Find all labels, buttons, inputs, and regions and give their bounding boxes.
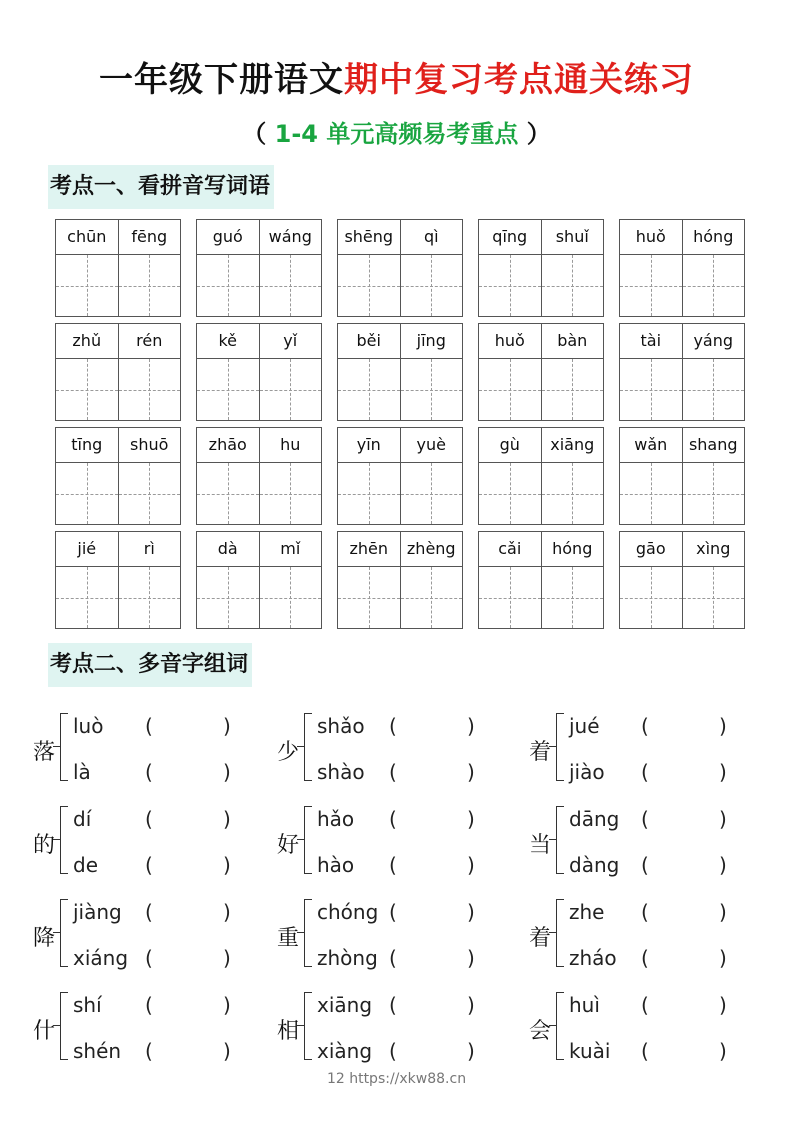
- answer-close-paren: ): [223, 900, 231, 924]
- word-box: [619, 531, 745, 629]
- reading-row: [569, 749, 769, 795]
- polyphone-item: [33, 703, 277, 796]
- writing-cell[interactable]: [56, 255, 119, 316]
- word-box: [337, 427, 463, 525]
- writing-row: [338, 255, 462, 316]
- pinyin-syllable: qì: [423, 227, 439, 246]
- writing-row: [620, 567, 744, 628]
- reading-pinyin: jiào: [569, 760, 605, 784]
- answer-close-paren: ): [467, 900, 475, 924]
- brace-icon: [304, 899, 312, 967]
- pinyin-syllable: zhǔ: [56, 324, 119, 358]
- reading-row: [569, 982, 769, 1028]
- title-part-exam: 期中复习考点通关练习: [344, 60, 694, 100]
- writing-cell[interactable]: [542, 463, 604, 524]
- writing-cell[interactable]: [197, 567, 260, 628]
- writing-row: [56, 359, 180, 420]
- writing-cell[interactable]: [542, 255, 604, 316]
- reading-pinyin: zhe: [569, 900, 605, 924]
- answer-close-paren: ): [719, 946, 727, 970]
- pinyin-syllable: xìng: [696, 539, 731, 558]
- polyphone-character: 相: [277, 1019, 300, 1044]
- pinyin-syllable: qīng: [479, 220, 542, 254]
- reading-pinyin: jué: [569, 714, 600, 738]
- reading-row: [317, 842, 517, 888]
- pinyin-row: [479, 428, 603, 463]
- writing-cell[interactable]: [479, 463, 542, 524]
- answer-close-paren: ): [719, 900, 727, 924]
- reading-row: [73, 935, 273, 981]
- answer-close-paren: ): [719, 853, 727, 877]
- answer-close-paren: ): [223, 807, 231, 831]
- pinyin-row: [338, 532, 462, 567]
- writing-cell[interactable]: [620, 567, 683, 628]
- pinyin-syllable: hu: [280, 435, 301, 454]
- answer-close-paren: ): [719, 760, 727, 784]
- answer-close-paren: ): [467, 760, 475, 784]
- polyphone-item: [529, 703, 749, 796]
- writing-cell[interactable]: [401, 567, 463, 628]
- polyphone-item: [277, 796, 529, 889]
- reading-pinyin: dāng: [569, 807, 620, 831]
- answer-close-paren: ): [467, 946, 475, 970]
- answer-close-paren: ): [719, 1039, 727, 1063]
- reading-pinyin: là: [73, 760, 91, 784]
- answer-close-paren: ): [223, 760, 231, 784]
- answer-close-paren: ): [467, 714, 475, 738]
- reading-pinyin: xiàng: [317, 1039, 373, 1063]
- reading-pinyin: huì: [569, 993, 600, 1017]
- pinyin-syllable: bàn: [557, 331, 588, 350]
- polyphone-item: [33, 982, 277, 1075]
- word-box: [619, 427, 745, 525]
- writing-row: [620, 255, 744, 316]
- word-box: [55, 427, 181, 525]
- word-box: [619, 219, 745, 317]
- word-box: [619, 323, 745, 421]
- writing-cell[interactable]: [620, 255, 683, 316]
- brace-icon: [60, 992, 68, 1060]
- writing-row: [56, 463, 180, 524]
- reading-row: [73, 796, 273, 842]
- page-subtitle: [0, 114, 793, 149]
- polyphone-item: [529, 796, 749, 889]
- answer-open-paren: (: [641, 993, 649, 1017]
- writing-cell[interactable]: [197, 255, 260, 316]
- brace-icon: [556, 713, 564, 781]
- answer-close-paren: ): [467, 1039, 475, 1063]
- writing-cell[interactable]: [479, 567, 542, 628]
- reading-row: [73, 982, 273, 1028]
- pinyin-row: [197, 324, 321, 359]
- pinyin-syllable: shang: [688, 435, 738, 454]
- pinyin-syllable: běi: [338, 324, 401, 358]
- word-box: [55, 219, 181, 317]
- answer-open-paren: (: [641, 900, 649, 924]
- word-box: [196, 219, 322, 317]
- answer-close-paren: ): [719, 807, 727, 831]
- polyphone-character: 好: [277, 833, 300, 858]
- reading-row: [73, 889, 273, 935]
- answer-open-paren: (: [389, 853, 397, 877]
- pinyin-syllable: wǎn: [620, 428, 683, 462]
- writing-cell[interactable]: [338, 463, 401, 524]
- writing-row: [197, 463, 321, 524]
- reading-pinyin: shǎo: [317, 714, 365, 738]
- polyphone-character: 降: [33, 926, 56, 951]
- word-box: [478, 427, 604, 525]
- word-box: [196, 323, 322, 421]
- reading-row: [317, 796, 517, 842]
- pinyin-row: [197, 428, 321, 463]
- writing-cell[interactable]: [683, 359, 745, 420]
- writing-cell[interactable]: [260, 255, 322, 316]
- pinyin-syllable: gāo: [620, 532, 683, 566]
- polyphone-item: [277, 889, 529, 982]
- answer-open-paren: (: [145, 760, 153, 784]
- reading-row: [317, 935, 517, 981]
- pinyin-syllable: yīn: [338, 428, 401, 462]
- page-footer: 12 https://xkw88.cn: [326, 1071, 467, 1087]
- answer-open-paren: (: [145, 807, 153, 831]
- pinyin-row: [197, 532, 321, 567]
- word-box: [337, 219, 463, 317]
- answer-open-paren: (: [145, 1039, 153, 1063]
- brace-icon: [556, 899, 564, 967]
- pinyin-row: [620, 324, 744, 359]
- word-box: [55, 323, 181, 421]
- answer-open-paren: (: [389, 1039, 397, 1063]
- writing-cell[interactable]: [479, 255, 542, 316]
- answer-open-paren: (: [145, 853, 153, 877]
- answer-open-paren: (: [389, 946, 397, 970]
- reading-row: [73, 703, 273, 749]
- pinyin-syllable: zhèng: [406, 539, 456, 558]
- writing-cell[interactable]: [119, 567, 181, 628]
- pinyin-syllable: yáng: [693, 331, 734, 350]
- writing-cell[interactable]: [338, 359, 401, 420]
- pinyin-row: [620, 428, 744, 463]
- pinyin-syllable: huǒ: [479, 324, 542, 358]
- pinyin-syllable: jié: [56, 532, 119, 566]
- writing-cell[interactable]: [620, 359, 683, 420]
- title-part-grade: 一年级下册语文: [99, 60, 344, 100]
- reading-row: [317, 889, 517, 935]
- brace-icon: [556, 806, 564, 874]
- pinyin-syllable: tài: [620, 324, 683, 358]
- answer-close-paren: ): [223, 1039, 231, 1063]
- pinyin-row: [338, 428, 462, 463]
- answer-close-paren: ): [223, 853, 231, 877]
- writing-cell[interactable]: [260, 567, 322, 628]
- writing-cell[interactable]: [683, 463, 745, 524]
- reading-pinyin: de: [73, 853, 98, 877]
- writing-row: [479, 567, 603, 628]
- pinyin-syllable: rén: [136, 331, 163, 350]
- answer-close-paren: ): [467, 993, 475, 1017]
- writing-row: [620, 463, 744, 524]
- reading-row: [73, 1028, 273, 1074]
- answer-close-paren: ): [467, 853, 475, 877]
- pinyin-syllable: dà: [197, 532, 260, 566]
- pinyin-syllable: hóng: [693, 227, 734, 246]
- word-box: [337, 323, 463, 421]
- pinyin-row: [56, 532, 180, 567]
- reading-row: [317, 703, 517, 749]
- writing-cell[interactable]: [56, 463, 119, 524]
- polyphone-item: [277, 982, 529, 1075]
- brace-icon: [556, 992, 564, 1060]
- pinyin-syllable: mǐ: [280, 539, 301, 558]
- writing-row: [197, 359, 321, 420]
- pinyin-row: [620, 220, 744, 255]
- pinyin-row: [56, 220, 180, 255]
- writing-cell[interactable]: [338, 567, 401, 628]
- word-box: [478, 219, 604, 317]
- answer-open-paren: (: [641, 853, 649, 877]
- polyphone-character: 着: [529, 740, 552, 765]
- reading-pinyin: zhòng: [317, 946, 378, 970]
- subtitle-close-paren: ）: [526, 120, 551, 148]
- reading-pinyin: kuài: [569, 1039, 611, 1063]
- section-heading-pinyin-writing: 考点一、看拼音写词语: [48, 165, 274, 209]
- polyphone-character: 落: [33, 740, 56, 765]
- answer-open-paren: (: [389, 900, 397, 924]
- reading-row: [317, 1028, 517, 1074]
- polyphone-character: 当: [529, 833, 552, 858]
- brace-icon: [60, 899, 68, 967]
- writing-row: [479, 255, 603, 316]
- reading-pinyin: luò: [73, 714, 104, 738]
- reading-pinyin: shào: [317, 760, 365, 784]
- reading-pinyin: hào: [317, 853, 355, 877]
- polyphone-item: [529, 982, 749, 1075]
- reading-pinyin: xiāng: [317, 993, 373, 1017]
- writing-cell[interactable]: [119, 359, 181, 420]
- answer-close-paren: ): [223, 714, 231, 738]
- pinyin-syllable: guó: [197, 220, 260, 254]
- pinyin-syllable: wáng: [268, 227, 312, 246]
- answer-close-paren: ): [719, 993, 727, 1017]
- pinyin-syllable: yǐ: [283, 331, 298, 350]
- writing-row: [620, 359, 744, 420]
- writing-cell[interactable]: [542, 567, 604, 628]
- brace-icon: [304, 992, 312, 1060]
- writing-row: [197, 255, 321, 316]
- reading-row: [569, 935, 769, 981]
- answer-open-paren: (: [389, 807, 397, 831]
- polyphone-character: 重: [277, 926, 300, 951]
- reading-pinyin: shí: [73, 993, 102, 1017]
- pinyin-row: [479, 220, 603, 255]
- answer-close-paren: ): [719, 714, 727, 738]
- writing-cell[interactable]: [119, 463, 181, 524]
- reading-row: [569, 796, 769, 842]
- answer-close-paren: ): [223, 993, 231, 1017]
- reading-pinyin: dàng: [569, 853, 620, 877]
- reading-pinyin: jiàng: [73, 900, 122, 924]
- writing-cell[interactable]: [56, 359, 119, 420]
- reading-pinyin: dí: [73, 807, 92, 831]
- answer-open-paren: (: [145, 993, 153, 1017]
- pinyin-syllable: jīng: [416, 331, 446, 350]
- reading-pinyin: zháo: [569, 946, 617, 970]
- writing-cell[interactable]: [197, 359, 260, 420]
- word-box: [55, 531, 181, 629]
- pinyin-syllable: rì: [143, 539, 155, 558]
- reading-row: [317, 982, 517, 1028]
- reading-row: [73, 842, 273, 888]
- polyphone-item: [33, 889, 277, 982]
- writing-cell[interactable]: [683, 567, 745, 628]
- polyphone-item: [277, 703, 529, 796]
- pinyin-word-grid: [55, 219, 745, 629]
- polyphone-character: 的: [33, 833, 56, 858]
- writing-cell[interactable]: [56, 567, 119, 628]
- reading-row: [317, 749, 517, 795]
- reading-row: [73, 749, 273, 795]
- pinyin-row: [479, 532, 603, 567]
- word-box: [478, 323, 604, 421]
- writing-cell[interactable]: [338, 255, 401, 316]
- reading-pinyin: hǎo: [317, 807, 355, 831]
- writing-row: [338, 463, 462, 524]
- pinyin-syllable: chūn: [56, 220, 119, 254]
- writing-cell[interactable]: [401, 359, 463, 420]
- brace-icon: [304, 806, 312, 874]
- polyphone-character: 会: [529, 1019, 552, 1044]
- subtitle-text: 1-4 单元高频易考重点: [274, 120, 519, 148]
- writing-row: [338, 567, 462, 628]
- reading-row: [569, 889, 769, 935]
- reading-pinyin: shén: [73, 1039, 122, 1063]
- polyphone-character: 着: [529, 926, 552, 951]
- answer-open-paren: (: [389, 714, 397, 738]
- polyphone-character: 少: [277, 740, 300, 765]
- pinyin-row: [197, 220, 321, 255]
- writing-cell[interactable]: [479, 359, 542, 420]
- polyphone-list: [33, 703, 749, 1075]
- pinyin-row: [56, 324, 180, 359]
- section-heading-polyphones: 考点二、多音字组词: [48, 643, 252, 687]
- pinyin-syllable: shēng: [338, 220, 401, 254]
- pinyin-syllable: shuǐ: [555, 227, 589, 246]
- reading-row: [569, 1028, 769, 1074]
- word-box: [337, 531, 463, 629]
- pinyin-row: [338, 324, 462, 359]
- polyphone-item: [33, 796, 277, 889]
- pinyin-syllable: fēng: [131, 227, 168, 246]
- pinyin-row: [620, 532, 744, 567]
- writing-cell[interactable]: [401, 463, 463, 524]
- writing-cell[interactable]: [119, 255, 181, 316]
- writing-row: [56, 567, 180, 628]
- writing-cell[interactable]: [542, 359, 604, 420]
- answer-close-paren: ): [467, 807, 475, 831]
- pinyin-syllable: zhēn: [338, 532, 401, 566]
- writing-cell[interactable]: [683, 255, 745, 316]
- writing-cell[interactable]: [401, 255, 463, 316]
- answer-open-paren: (: [641, 807, 649, 831]
- reading-pinyin: chóng: [317, 900, 379, 924]
- polyphone-character: 什: [33, 1019, 56, 1044]
- answer-open-paren: (: [389, 760, 397, 784]
- writing-row: [56, 255, 180, 316]
- writing-cell[interactable]: [620, 463, 683, 524]
- pinyin-syllable: zhāo: [197, 428, 260, 462]
- answer-open-paren: (: [641, 714, 649, 738]
- writing-cell[interactable]: [197, 463, 260, 524]
- brace-icon: [60, 806, 68, 874]
- brace-icon: [304, 713, 312, 781]
- pinyin-syllable: cǎi: [479, 532, 542, 566]
- writing-row: [479, 463, 603, 524]
- polyphone-item: [529, 889, 749, 982]
- writing-row: [479, 359, 603, 420]
- subtitle-open-paren: （: [242, 120, 267, 148]
- reading-row: [569, 703, 769, 749]
- pinyin-syllable: xiāng: [550, 435, 595, 454]
- answer-open-paren: (: [641, 1039, 649, 1063]
- pinyin-row: [338, 220, 462, 255]
- answer-open-paren: (: [641, 946, 649, 970]
- writing-row: [338, 359, 462, 420]
- answer-open-paren: (: [145, 946, 153, 970]
- answer-open-paren: (: [389, 993, 397, 1017]
- page-title: [0, 52, 793, 101]
- answer-open-paren: (: [145, 900, 153, 924]
- writing-cell[interactable]: [260, 359, 322, 420]
- writing-row: [197, 567, 321, 628]
- word-box: [196, 427, 322, 525]
- answer-open-paren: (: [145, 714, 153, 738]
- pinyin-syllable: yuè: [416, 435, 446, 454]
- writing-cell[interactable]: [260, 463, 322, 524]
- pinyin-syllable: huǒ: [620, 220, 683, 254]
- pinyin-row: [56, 428, 180, 463]
- reading-pinyin: xiáng: [73, 946, 129, 970]
- reading-row: [569, 842, 769, 888]
- pinyin-syllable: hóng: [552, 539, 593, 558]
- answer-open-paren: (: [641, 760, 649, 784]
- brace-icon: [60, 713, 68, 781]
- word-box: [478, 531, 604, 629]
- pinyin-syllable: gù: [479, 428, 542, 462]
- pinyin-row: [479, 324, 603, 359]
- word-box: [196, 531, 322, 629]
- pinyin-syllable: tīng: [56, 428, 119, 462]
- pinyin-syllable: shuō: [130, 435, 169, 454]
- pinyin-syllable: kě: [197, 324, 260, 358]
- answer-close-paren: ): [223, 946, 231, 970]
